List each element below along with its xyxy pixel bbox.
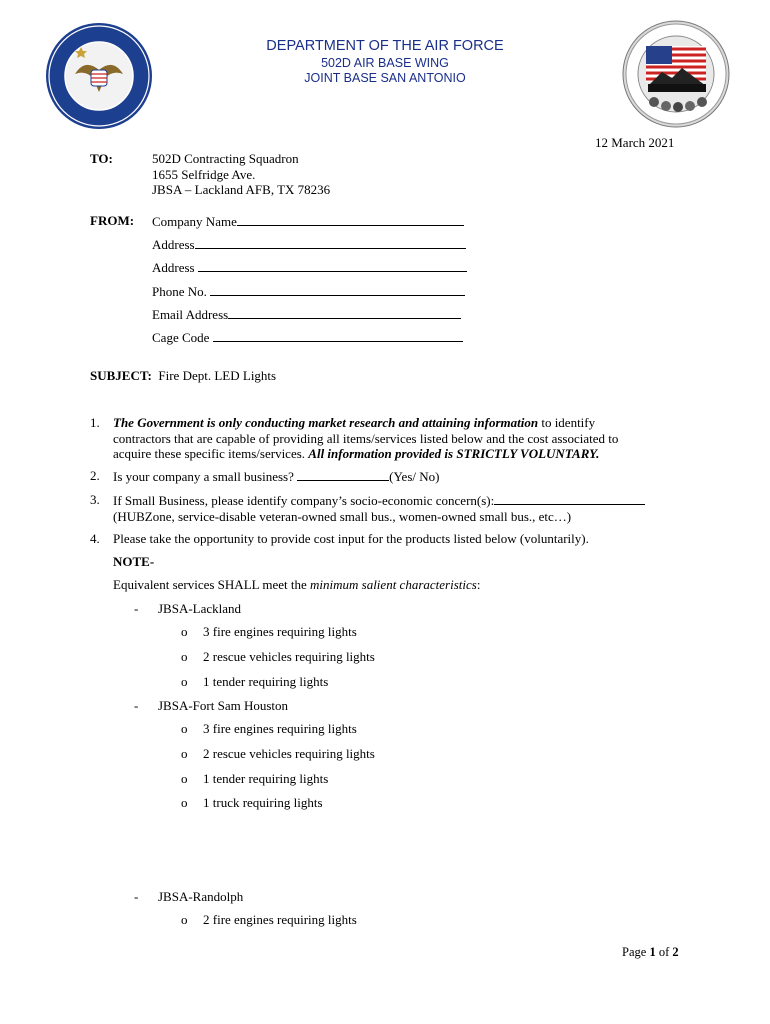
from-address-2[interactable]: Address <box>152 259 467 276</box>
list-item: 1 truck requiring lights <box>203 795 323 810</box>
dash-bullet: - <box>134 698 139 713</box>
item-1-text: The Government is only conducting market research and attaining information to identify contractors that are capable of providing all items/services listed below and the cost associated to acquire these specific items/services. All information provided is STRICTLY VOLUNTARY. <box>113 415 619 461</box>
from-phone[interactable]: Phone No. <box>152 283 465 300</box>
list-item: 1 tender requiring lights <box>203 771 329 786</box>
location-randolph: JBSA-Randolph <box>158 889 244 904</box>
from-cage-code[interactable]: Cage Code <box>152 329 463 346</box>
list-item: 3 fire engines requiring lights <box>203 624 357 639</box>
from-label: FROM: <box>90 213 135 228</box>
equivalent-services-text: Equivalent services SHALL meet the minimum salient characteristics: <box>113 577 481 592</box>
dash-bullet: - <box>134 601 139 616</box>
list-item: 1 tender requiring lights <box>203 674 329 689</box>
circle-bullet: o <box>181 795 188 810</box>
circle-bullet: o <box>181 771 188 786</box>
circle-bullet: o <box>181 912 188 927</box>
list-item: 3 fire engines requiring lights <box>203 721 357 736</box>
circle-bullet: o <box>181 746 188 761</box>
to-line: JBSA – Lackland AFB, TX 78236 <box>152 182 331 197</box>
from-email[interactable]: Email Address <box>152 306 461 323</box>
item-4-text: Please take the opportunity to provide cost input for the products listed below (voluntarily). <box>113 531 589 546</box>
circle-bullet: o <box>181 674 188 689</box>
to-address <box>152 151 330 198</box>
list-item: 2 rescue vehicles requiring lights <box>203 746 375 761</box>
to-line: 1655 Selfridge Ave. <box>152 166 256 182</box>
page-number: Page 1 of 2 <box>622 945 679 959</box>
list-item: 2 fire engines requiring lights <box>203 912 357 927</box>
circle-bullet: o <box>181 624 188 639</box>
list-item: 2 rescue vehicles requiring lights <box>203 649 375 664</box>
to-line: 502D Contracting Squadron <box>152 151 299 166</box>
header-department: DEPARTMENT OF THE AIR FORCE <box>266 38 504 54</box>
header-wing: 502D AIR BASE WING <box>321 56 449 70</box>
circle-bullet: o <box>181 721 188 736</box>
item-2-small-business[interactable]: Is your company a small business? (Yes/ No) <box>113 469 440 484</box>
to-label: TO: <box>90 151 113 166</box>
item-number: 1. <box>90 415 100 430</box>
item-number: 2. <box>90 468 100 483</box>
memo-date: 12 March 2021 <box>595 135 675 150</box>
note-heading: NOTE- <box>113 554 155 569</box>
from-address-1[interactable]: Address <box>152 236 466 253</box>
dash-bullet: - <box>134 889 139 904</box>
item-number: 3. <box>90 492 100 507</box>
item-number: 4. <box>90 531 100 546</box>
subject-line: SUBJECT: Fire Dept. LED Lights <box>90 368 277 383</box>
item-3-socio-economic[interactable]: If Small Business, please identify company’s socio-economic concern(s): (HUBZone, service-disable veteran-owned small bus., women-owned small bus., etc…) <box>113 492 645 524</box>
from-company-name[interactable]: Company Name <box>152 213 464 230</box>
location-fort-sam-houston: JBSA-Fort Sam Houston <box>158 698 289 713</box>
circle-bullet: o <box>181 649 188 664</box>
header-base: JOINT BASE SAN ANTONIO <box>304 71 466 85</box>
location-lackland: JBSA-Lackland <box>158 601 242 616</box>
